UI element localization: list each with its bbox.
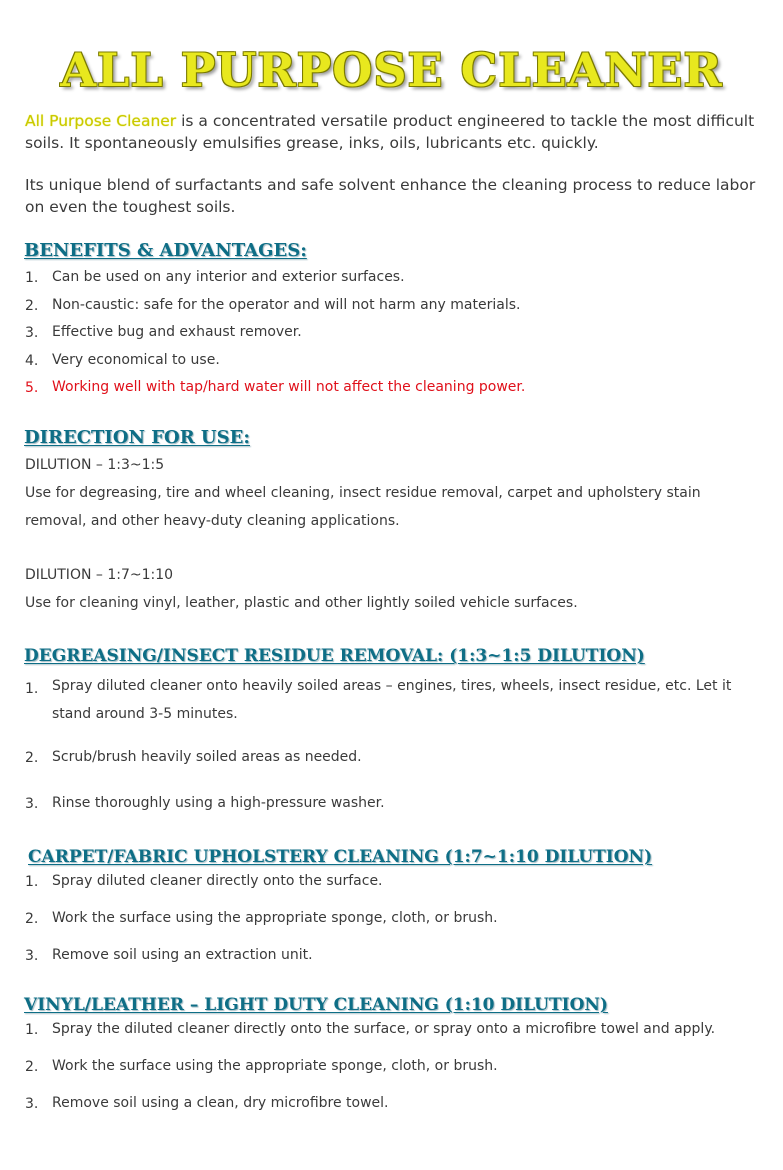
intro-text: is a concentrated versatile product engineered to tackle the most difficult soils. It spontaneously emulsifies grease, inks, oils, lubricants etc. quickly. bbox=[25, 112, 755, 152]
direction-heading: DIRECTION FOR USE: bbox=[24, 427, 250, 448]
list-item: 2. Scrub/brush heavily soiled areas as needed. bbox=[25, 749, 362, 766]
intro-paragraph-2: Its unique blend of surfactants and safe solvent enhance the cleaning process to reduce labor on even the toughest soils. bbox=[25, 176, 756, 216]
list-item: 3. Remove soil using a clean, dry microfibre towel. bbox=[25, 1095, 389, 1112]
list-item: 2. Non-caustic: safe for the operator and will not harm any materials. bbox=[25, 297, 521, 314]
benefits-heading: BENEFITS & ADVANTAGES: bbox=[24, 240, 307, 261]
list-item: 1. Spray the diluted cleaner directly onto the surface, or spray onto a microfibre towel and apply. bbox=[25, 1021, 716, 1038]
list-item-warning: 5. Working well with tap/hard water will not affect the cleaning power. bbox=[25, 379, 526, 396]
list-item: 4. Very economical to use. bbox=[25, 352, 220, 369]
vinyl-heading: VINYL/LEATHER – LIGHT DUTY CLEANING (1:10 DILUTION) bbox=[24, 995, 608, 1015]
dilution-label-1: DILUTION – 1:3~1:5 bbox=[25, 457, 165, 473]
list-item: 3. Effective bug and exhaust remover. bbox=[25, 324, 302, 341]
dilution-text-2: Use for cleaning vinyl, leather, plastic and other lightly soiled vehicle surfaces. bbox=[25, 595, 578, 611]
list-item: 3. Remove soil using an extraction unit. bbox=[25, 947, 313, 964]
dilution-label-2: DILUTION – 1:7~1:10 bbox=[25, 567, 174, 583]
brand-name: All Purpose Cleaner bbox=[25, 112, 177, 130]
degreasing-heading: DEGREASING/INSECT RESIDUE REMOVAL: (1:3~1:5 DILUTION) bbox=[24, 646, 645, 666]
list-item: 2. Work the surface using the appropriate sponge, cloth, or brush. bbox=[25, 1058, 498, 1075]
list-item: 1. Can be used on any interior and exterior surfaces. bbox=[25, 269, 405, 286]
list-item: 1. Spray diluted cleaner onto heavily soiled areas – engines, tires, wheels, insect residue, etc. Let it stand around 3-5 minutes. bbox=[25, 678, 732, 722]
list-item: 3. Rinse thoroughly using a high-pressure washer. bbox=[25, 795, 385, 812]
carpet-heading: CARPET/FABRIC UPHOLSTERY CLEANING (1:7~1:10 DILUTION) bbox=[28, 847, 653, 867]
list-item: 2. Work the surface using the appropriate sponge, cloth, or brush. bbox=[25, 910, 498, 927]
dilution-text-1: Use for degreasing, tire and wheel cleaning, insect residue removal, carpet and upholstery stain removal, and other heavy-duty cleaning applications. bbox=[25, 485, 701, 529]
page-title: ALL PURPOSE CLEANER bbox=[60, 43, 723, 97]
intro-paragraph bbox=[25, 110, 760, 154]
list-item: 1. Spray diluted cleaner directly onto the surface. bbox=[25, 873, 383, 890]
